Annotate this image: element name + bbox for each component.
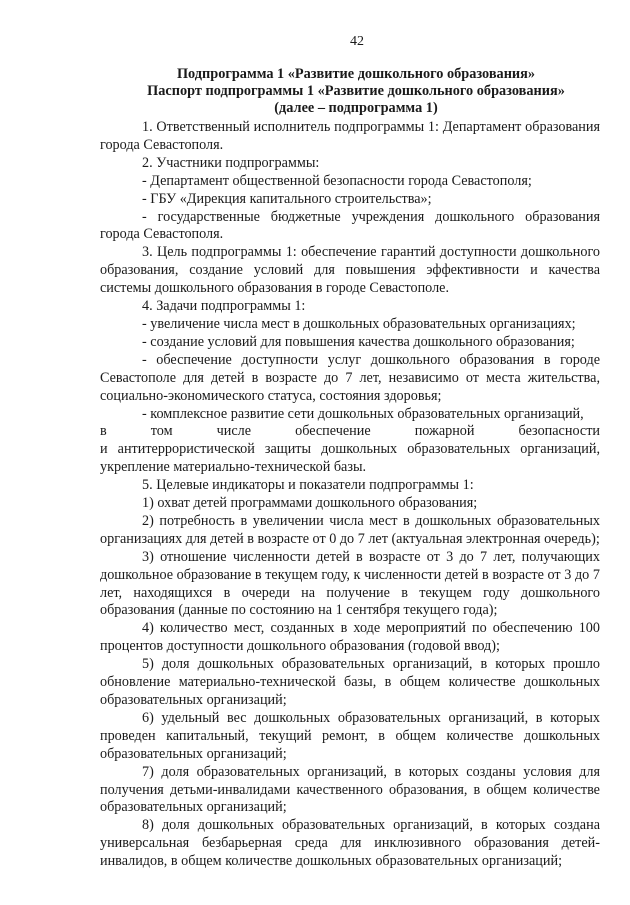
paragraph: 4. Задачи подпрограммы 1: xyxy=(142,298,306,315)
indicator-item: 1) охват детей программами дошкольного образования; xyxy=(142,495,478,512)
list-item: - создание условий для повышения качества дошкольного образования; xyxy=(142,333,575,350)
document-body xyxy=(100,119,600,871)
title-line: Подпрограмма 1 «Развитие дошкольного образования» xyxy=(176,66,536,82)
title-line: (далее – подпрограмма 1) xyxy=(274,100,438,116)
list-item: - увеличение числа мест в дошкольных образовательных организациях; xyxy=(142,315,576,332)
list-item: - ГБУ «Дирекция капитального строительства»; xyxy=(142,190,432,207)
indicator-item: 8) доля дошкольных образовательных организаций, в которых создана универсальная безбарьерная среда для инклюзивного образования детей-инвалидов, в общем количестве дошкольных образовательных организаций; xyxy=(100,817,600,870)
paragraph: 2. Участники подпрограммы: xyxy=(142,154,320,171)
text-line: в том числе обеспечение пожарной безопасности xyxy=(100,423,600,440)
paragraph: 1. Ответственный исполнитель подпрограммы 1: Департамент образования города Севастополя. xyxy=(100,119,600,153)
indicator-item: 3) отношение численности детей в возрасте от 3 до 7 лет, получающих дошкольное образование в текущем году, к численности детей в возрасте от 3 до 7 лет, находящихся в очереди на получение в текущем году дошкольного образования (данные по состоянию на 1 сентября текущего года); xyxy=(100,548,600,619)
indicator-item: 6) удельный вес дошкольных образовательных организаций, в которых проведен капитальный, текущий ремонт, в общем количестве дошкольных образовательных организаций; xyxy=(100,709,600,762)
document-title xyxy=(100,66,600,117)
indicator-item: 7) доля образовательных организаций, в которых созданы условия для получения детьми-инвалидами качественного образования, в общем количестве образовательных организаций; xyxy=(100,763,600,816)
indicator-item: 2) потребность в увеличении числа мест в дошкольных образовательных организациях для детей в возрасте от 0 до 7 лет (актуальная электронная очередь); xyxy=(100,512,600,547)
paragraph: 5. Целевые индикаторы и показатели подпрограммы 1: xyxy=(142,477,474,494)
title-line: Паспорт подпрограммы 1 «Развитие дошкольного образования» xyxy=(147,83,565,99)
text-line: и антитеррористической защиты дошкольных образовательных организаций, укрепление материально-технической базы. xyxy=(100,441,600,476)
list-item: - государственные бюджетные учреждения дошкольного образования города Севастополя. xyxy=(100,208,600,243)
paragraph: 3. Цель подпрограммы 1: обеспечение гарантий доступности дошкольного образования, создание условий для повышения эффективности и качества системы дошкольного образования в городе Севастополе. xyxy=(100,244,600,297)
indicator-item: 5) доля дошкольных образовательных организаций, в которых прошло обновление материально-технической базы, в общем количестве дошкольных образовательных организаций; xyxy=(100,656,600,708)
list-item: - обеспечение доступности услуг дошкольного образования в городе Севастополе для детей в возрасте до 7 лет, независимо от места жительства, социально-экономического статуса, состояния здоровья; xyxy=(100,351,600,404)
page-number: 42 xyxy=(350,34,364,49)
list-item: - комплексное развитие сети дошкольных образовательных организаций, xyxy=(142,405,584,422)
indicator-item: 4) количество мест, созданных в ходе мероприятий по обеспечению 100 процентов доступности дошкольного образования (годовой ввод); xyxy=(100,620,600,655)
list-item: - Департамент общественной безопасности города Севастополя; xyxy=(142,172,532,189)
